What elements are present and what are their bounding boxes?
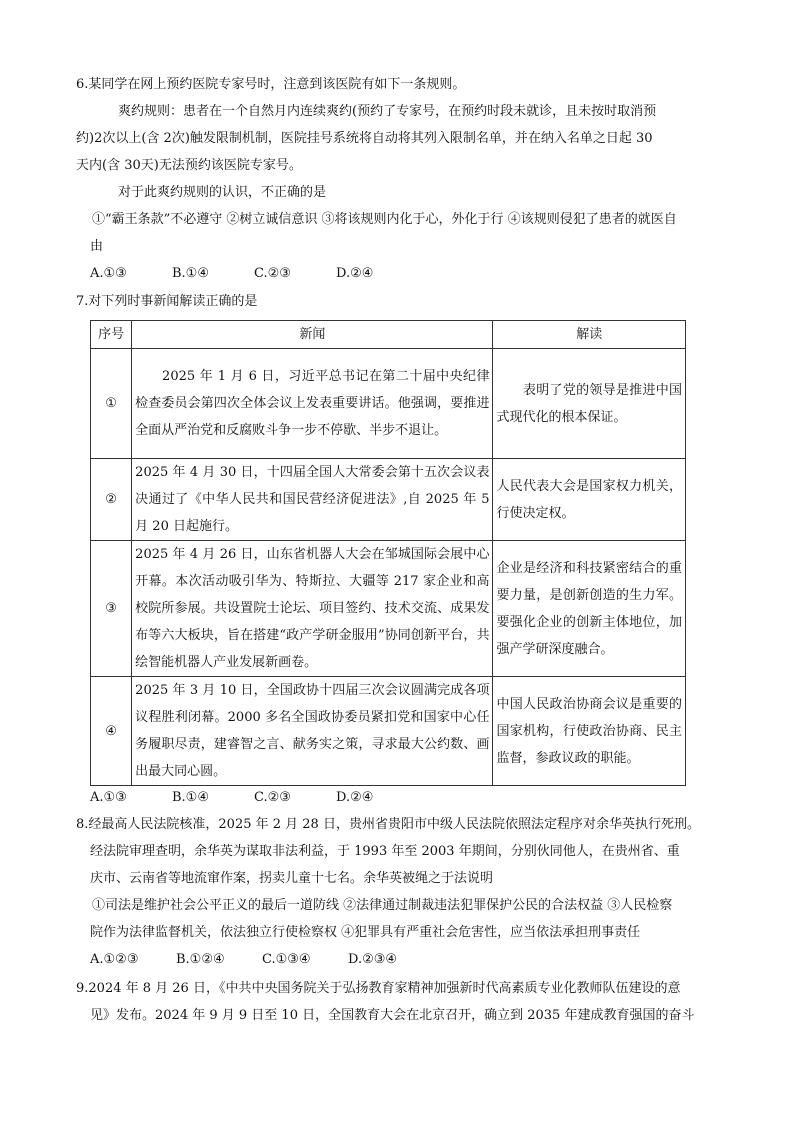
row-index: ①: [91, 349, 132, 459]
q8-items-line-2: 院作为法律监督机关，依法独立行使检察权 ④犯罪具有严重社会危害性，应当依法承担刑事责任: [90, 925, 641, 940]
q8-line-1: 8.经最高人民法院核准，2025 年 2 月 28 日，贵州省贵阳市中级人民法院依照法定程序对余华英执行死刑。: [76, 817, 700, 832]
row-interpretation: 表明了党的领导是推进中国式现代化的根本保证。: [493, 349, 686, 459]
q8-option-d: D.②③④: [348, 952, 398, 967]
q6-option-d: D.②④: [336, 266, 374, 281]
row-news: 2025 年 3 月 10 日，全国政协十四届三次会议圆满完成各项议程胜利闭幕。2000 多名全国政协委员紧扣党和国家中心任务履职尽责，建睿智之言、献务实之策，寻求最大公约数、画出最大同心圆。: [132, 677, 493, 786]
q6-rule-line-2: 约)2次以上(含 2次)触发限制机制，医院挂号系统将自动将其列入限制名单，并在纳入名单之日起 30: [76, 131, 653, 146]
header-index: 序号: [91, 321, 132, 349]
row-interpretation: 中国人民政治协商会议是重要的国家机构，行使政治协商、民主监督，参政议政的职能。: [493, 677, 686, 786]
header-news: 新闻: [132, 321, 493, 349]
q6-option-a: A.①③: [90, 266, 127, 281]
q7-news-table: [90, 320, 686, 786]
row-interpretation: 企业是经济和科技紧密结合的重要力量，是创新创造的生力军。要强化企业的创新主体地位，加强产学研深度融合。: [493, 541, 686, 677]
row-news: 2025 年 4 月 26 日，山东省机器人大会在邹城国际会展中心开幕。本次活动吸引华为、特斯拉、大疆等 217 家企业和高校院所参展。共设置院士论坛、项目签约、技术交流、成果发布等六大板块，旨在搭建“政产学研金服用”协同创新平台，共绘智能机器人产业发展新画卷。: [132, 541, 493, 677]
q7-option-c: C.②③: [254, 790, 291, 805]
table-row: [91, 349, 686, 459]
row-index: ④: [91, 677, 132, 786]
q6-items-line-1: ①“霸王条款”不必遵守 ②树立诚信意识 ③将该规则内化于心，外化于行 ④该规则侵犯了患者的就医自: [92, 212, 677, 227]
q6-items-line-2: 由: [90, 239, 104, 254]
q8-option-b: B.①②④: [176, 952, 225, 967]
q6-options: [90, 266, 373, 282]
q8-line-3: 庆市、云南省等地流窜作案，拐卖儿童十七名。余华英被绳之于法说明: [90, 871, 494, 886]
row-interpretation: 人民代表大会是国家权力机关，行使决定权。: [493, 459, 686, 541]
q6-rule-line-1: 爽约规则：患者在一个自然月内连续爽约(预约了专家号，在预约时段未就诊，且未按时取消预: [118, 104, 657, 119]
table-row: [91, 677, 686, 786]
q6-question: 对于此爽约规则的认识，不正确的是: [118, 185, 327, 200]
q7-option-b: B.①④: [172, 790, 209, 805]
q8-line-2: 经法院审理查明，余华英为谋取非法利益，于 1993 年至 2003 年期间，分别伙同他人，在贵州省、重: [90, 844, 680, 859]
q6-stem: 6.某同学在网上预约医院专家号时，注意到该医院有如下一条规则。: [76, 77, 466, 92]
q7-options: [90, 790, 373, 806]
row-index: ③: [91, 541, 132, 677]
q8-option-a: A.①②③: [90, 952, 139, 967]
q6-rule-line-3: 天内(含 30天)无法预约该医院专家号。: [76, 158, 302, 173]
q6-option-c: C.②③: [254, 266, 291, 281]
q7-stem: 7.对下列时事新闻解读正确的是: [76, 294, 258, 309]
q7-option-d: D.②④: [336, 790, 374, 805]
q8-options: [90, 952, 397, 968]
row-news: 2025 年 1 月 6 日，习近平总书记在第二十届中央纪律检查委员会第四次全体会议上发表重要讲话。他强调，要推进全面从严治党和反腐败斗争一步不停歇、半步不退让。: [132, 349, 493, 459]
row-news: 2025 年 4 月 30 日，十四届全国人大常委会第十五次会议表决通过了《中华人民共和国民营经济促进法》,自 2025 年 5 月 20 日起施行。: [132, 459, 493, 541]
q9-line-2: 见》发布。2024 年 9 月 9 日至 10 日，全国教育大会在北京召开，确立到 2035 年建成教育强国的奋斗: [90, 1008, 695, 1023]
table-row: [91, 541, 686, 677]
q9-line-1: 9.2024 年 8 月 26 日，《中共中央国务院关于弘扬教育家精神加强新时代高素质专业化教师队伍建设的意: [76, 981, 681, 996]
q6-option-b: B.①④: [172, 266, 209, 281]
row-index: ②: [91, 459, 132, 541]
q8-items-line-1: ①司法是维护社会公平正义的最后一道防线 ②法律通过制裁违法犯罪保护公民的合法权益 ③人民检察: [92, 898, 673, 913]
header-interpretation: 解读: [493, 321, 686, 349]
q8-option-c: C.①③④: [262, 952, 311, 967]
table-header-row: [91, 321, 686, 349]
q7-option-a: A.①③: [90, 790, 127, 805]
table-row: [91, 459, 686, 541]
